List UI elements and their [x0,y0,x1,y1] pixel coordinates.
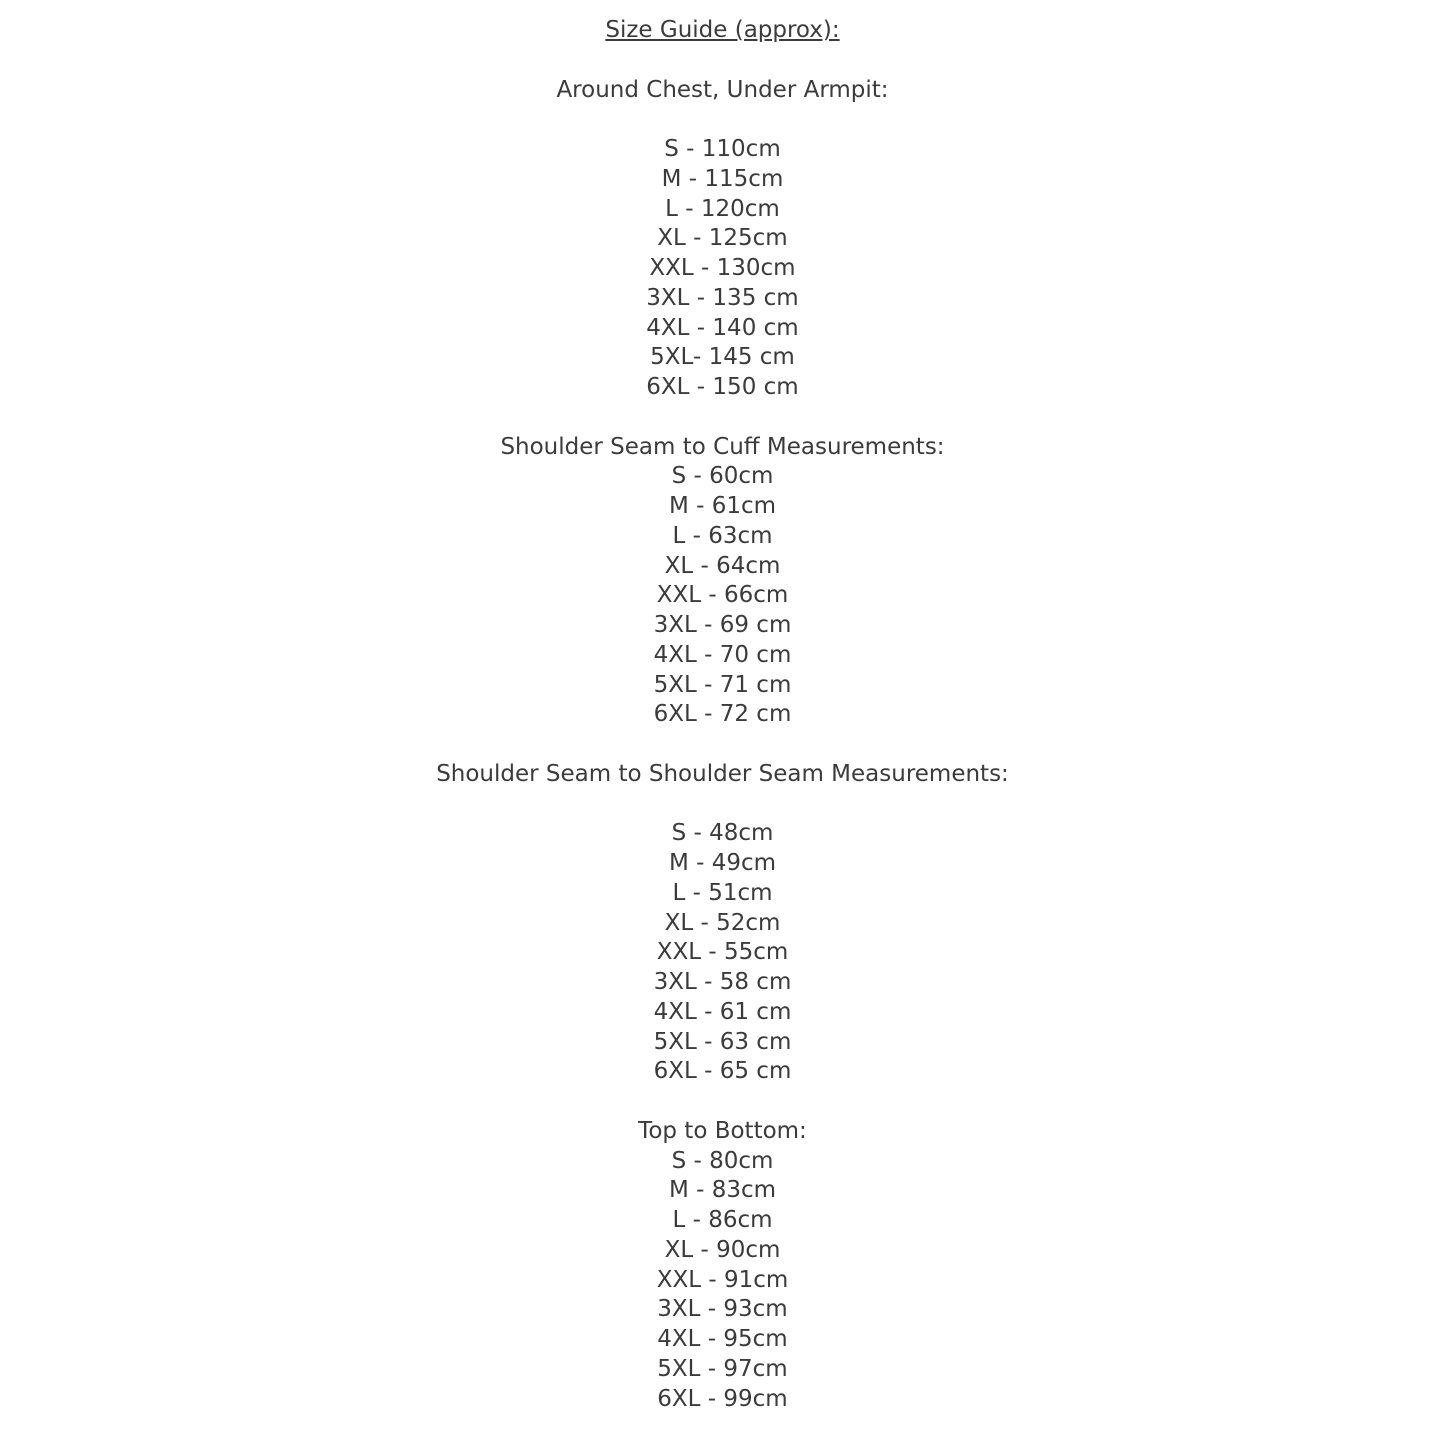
size-row: L - 51cm [672,879,773,906]
blank-line [0,105,1445,135]
size-row: XL - 52cm [664,909,781,936]
blank-line [0,730,1445,760]
size-row: S - 48cm [671,820,774,847]
blank-line [0,1087,1445,1117]
size-row: 4XL - 95cm [657,1326,788,1352]
size-section [0,76,1445,403]
size-row: XXL - 55cm [656,939,789,966]
size-row: 5XL - 71 cm [653,671,792,698]
size-row: XXL - 66cm [656,582,789,609]
size-section [0,1117,1445,1415]
section-heading: Top to Bottom: [638,1117,807,1144]
size-row: M - 83cm [668,1177,777,1204]
size-row: 4XL - 140 cm [646,314,799,341]
size-row: 5XL- 145 cm [650,344,795,371]
size-row: 3XL - 58 cm [653,969,792,995]
size-row: L - 63cm [672,522,773,549]
size-row: L - 120cm [665,195,780,222]
size-section [0,760,1445,1087]
size-row: M - 115cm [661,165,784,192]
size-row: 5XL - 97cm [657,1355,788,1382]
section-heading: Shoulder Seam to Cuff Measurements: [500,433,945,460]
size-row: L - 86cm [672,1207,773,1233]
size-row: S - 110cm [664,136,781,162]
size-row: XL - 64cm [664,552,781,579]
blank-line [0,46,1445,76]
size-row: XXL - 91cm [656,1266,789,1293]
size-row: 5XL - 63 cm [653,1028,792,1055]
size-row: XXL - 130cm [649,255,796,281]
size-row: 6XL - 72 cm [653,701,792,728]
size-row: 4XL - 70 cm [653,641,792,668]
page-title: Size Guide (approx): [605,17,840,43]
size-row: S - 60cm [671,463,774,490]
blank-line [0,403,1445,433]
size-row: 6XL - 150 cm [646,374,799,400]
size-row: XL - 125cm [657,225,788,252]
size-row: 6XL - 99cm [657,1385,788,1412]
size-row: M - 49cm [668,850,777,876]
size-row: M - 61cm [668,493,777,519]
size-row: 4XL - 61 cm [653,998,792,1025]
size-row: 3XL - 69 cm [653,612,792,638]
blank-line [0,790,1445,820]
size-row: 3XL - 135 cm [646,284,799,311]
size-row: 3XL - 93cm [657,1296,788,1323]
size-row: XL - 90cm [664,1236,781,1263]
size-row: S - 80cm [671,1147,774,1174]
section-heading: Around Chest, Under Armpit: [556,76,889,103]
sections [0,76,1445,1415]
size-row: 6XL - 65 cm [653,1058,792,1085]
size-section [0,433,1445,731]
section-heading: Shoulder Seam to Shoulder Seam Measurements: [436,760,1009,787]
